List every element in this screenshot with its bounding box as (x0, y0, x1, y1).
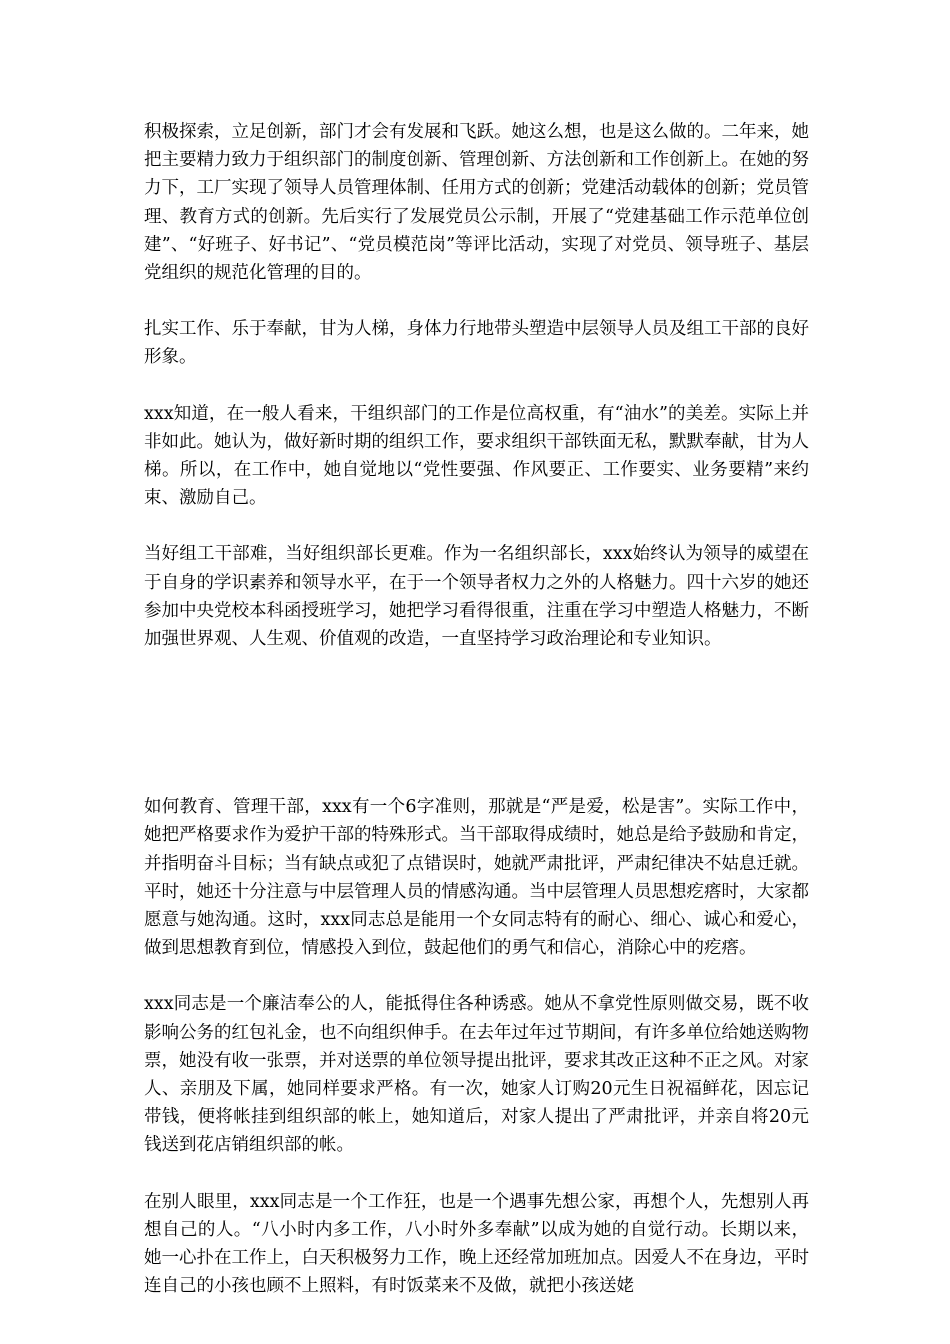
paragraph-dedication-heading: 扎实工作、乐于奉献，甘为人梯，身体力行地带头塑造中层领导人员及组工干部的良好形象。 (144, 319, 809, 368)
paragraph-study: 当好组工干部难，当好组织部长更难。作为一名组织部长，xxx始终认为领导的威望在于自身的学识素养和领导水平，在于一个领导者权力之外的人格魅力。四十六岁的她还参加中央党校本科函授班学习，她把学习看得很重，注重在学习中塑造人格魅力，不断加强世界观、人生观、价值观的改造，一直坚持学习政治理论和专业知识。 (144, 544, 809, 650)
paragraph-management: 如何教育、管理干部，xxx有一个6字准则，那就是“严是爱，松是害”。实际工作中，她把严格要求作为爱护干部的特殊形式。当干部取得成绩时，她总是给予鼓励和肯定，并指明奋斗目标；当有缺点或犯了点错误时，她就严肃批评，严肃纪律决不姑息迁就。平时，她还十分注意与中层管理人员的情感沟通。当中层管理人员思想疙瘩时，大家都愿意与她沟通。这时，xxx同志总是能用一个女同志特有的耐心、细心、诚心和爱心，做到思想教育到位，情感投入到位，鼓起他们的勇气和信心，消除心中的疙瘩。 (144, 797, 809, 959)
document-page (144, 118, 809, 1329)
paragraph-innovation: 积极探索，立足创新，部门才会有发展和飞跃。她这么想，也是这么做的。二年来，她把主要精力致力于组织部门的制度创新、管理创新、方法创新和工作创新上。在她的努力下，工厂实现了领导人员管理体制、任用方式的创新；党建活动载体的创新；党员管理、教育方式的创新。先后实行了发展党员公示制，开展了“党建基础工作示范单位创建”、“好班子、好书记”、“党员模范岗”等评比活动，实现了对党员、领导班子、基层党组织的规范化管理的目的。 (144, 122, 809, 284)
paragraph-integrity: xxx同志是一个廉洁奉公的人，能抵得住各种诱惑。她从不拿党性原则做交易，既不收影响公务的红包礼金，也不向组织伸手。在去年过年过节期间，有许多单位给她送购物票，她没有收一张票，并对送票的单位领导提出批评，要求其改正这种不正之风。对家人、亲朋及下属，她同样要求严格。有一次，她家人订购20元生日祝福鲜花，因忘记带钱，便将帐挂到组织部的帐上，她知道后，对家人提出了严肃批评，并亲自将20元钱送到花店销组织部的帐。 (144, 994, 809, 1156)
paragraph-workaholic: 在别人眼里，xxx同志是一个工作狂，也是一个遇事先想公家，再想个人，先想别人再想自己的人。“八小时内多工作，八小时外多奉献”以成为她的自觉行动。长期以来，她一心扑在工作上，白天积极努力工作，晚上还经常加班加点。因爱人不在身边，平时连自己的小孩也顾不上照料，有时饭菜来不及做，就把小孩送姥 (144, 1191, 809, 1297)
paragraph-selfless-work: xxx知道，在一般人看来，干组织部门的工作是位高权重，有“油水”的美差。实际上并非如此。她认为，做好新时期的组织工作，要求组织干部铁面无私，默默奉献，甘为人梯。所以，在工作中，她自觉地以“党性要强、作风要正、工作要实、业务要精”来约束、激励自己。 (144, 403, 809, 509)
